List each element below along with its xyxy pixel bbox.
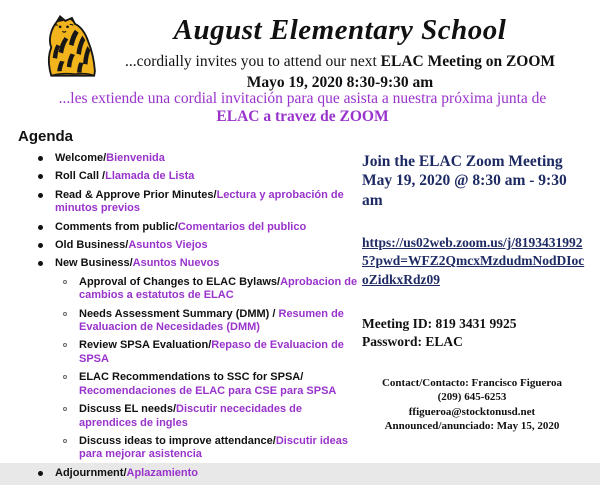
agenda-item-label: Discuss EL needs/Discutir nececidades de aprendices de ingles xyxy=(79,403,302,429)
invite-english-prefix: ...cordially invites you to attend our next xyxy=(124,53,381,70)
bullet-circle-icon xyxy=(63,439,67,443)
agenda-item-label: Roll Call /Llamada de Lista xyxy=(55,170,195,183)
bullet-disc-icon xyxy=(38,261,43,266)
join-meeting-heading: Join the ELAC Zoom Meeting May 19, 2020 @ 8:30 am - 9:30 am xyxy=(362,153,567,209)
bullet-disc-icon xyxy=(38,471,43,476)
contact-block xyxy=(352,376,592,433)
bullet-disc-icon xyxy=(38,174,43,179)
agenda-item xyxy=(18,152,360,165)
agenda-item xyxy=(18,257,360,270)
agenda-item-label: Adjournment/Aplazamiento xyxy=(55,466,199,479)
agenda-item xyxy=(18,467,360,480)
invite-line-spanish xyxy=(25,90,580,126)
bullet-circle-icon xyxy=(63,375,67,379)
agenda-item xyxy=(63,403,360,430)
agenda-item-label: Read & Approve Prior Minutes/Lectura y aprobación de minutos previos xyxy=(55,188,344,215)
agenda-item-label: Welcome/Bienvenida xyxy=(55,152,165,164)
agenda-item xyxy=(18,239,360,252)
agenda-item xyxy=(63,371,360,398)
invite-spanish-bold: ELAC a travez de ZOOM xyxy=(216,107,389,125)
bullet-disc-icon xyxy=(38,193,43,198)
agenda-item xyxy=(63,276,360,303)
agenda-item xyxy=(63,435,360,462)
bullet-disc-icon xyxy=(38,225,43,230)
agenda-item-label: Old Business/Asuntos Viejos xyxy=(55,239,208,252)
bullet-circle-icon xyxy=(63,312,67,316)
agenda-item-label: Comments from public/Comentarios del publico xyxy=(55,220,307,233)
invite-english-bold: ELAC Meeting on ZOOM xyxy=(380,53,556,70)
header xyxy=(90,14,590,92)
bullet-disc-icon xyxy=(38,243,43,248)
bullet-circle-icon xyxy=(63,280,67,284)
bullet-circle-icon xyxy=(63,407,67,411)
contact-phone: (209) 645-6253 xyxy=(437,391,507,404)
invite-spanish-text: ...les extiende una cordial invitación para que asista a nuestra próxima junta de xyxy=(58,90,547,107)
agenda-item-label: Needs Assessment Summary (DMM) / Resumen de Evaluacion de Necesidades (DMM) xyxy=(79,307,344,334)
meeting-date-line: Mayo 19, 2020 8:30-9:30 am xyxy=(246,74,434,91)
agenda-item xyxy=(63,308,360,335)
agenda-item-label: New Business/Asuntos Nuevos xyxy=(55,257,220,270)
agenda-item-label: Review SPSA Evaluation/Repaso de Evaluacion de SPSA xyxy=(79,339,344,365)
contact-name: Contact/Contacto: Francisco Figueroa xyxy=(381,377,563,389)
agenda-item-label: ELAC Recommendations to SSC for SPSA/ Recomendaciones de ELAC para CSE para SPSA xyxy=(79,371,337,397)
bullet-disc-icon xyxy=(38,156,43,161)
agenda-item xyxy=(18,221,360,234)
zoom-meeting-link[interactable]: https://us02web.zoom.us/j/81934319925?pwd=WFZ2QmcxMzdudmNodDIocoZidkxRdz09 xyxy=(362,235,585,287)
agenda-item xyxy=(18,170,360,183)
agenda-section xyxy=(18,128,360,485)
page-title: August Elementary School xyxy=(173,14,507,46)
announced-date: Announced/anunciado: May 15, 2020 xyxy=(384,419,560,432)
agenda-item xyxy=(18,189,360,216)
agenda-item xyxy=(63,339,360,366)
meeting-password-text: Password: ELAC xyxy=(362,334,463,349)
contact-email: ffigueroa@stocktonusd.net xyxy=(408,405,536,418)
agenda-item-label: Discuss ideas to improve attendance/Discutir ideas para mejorar asistencia xyxy=(79,434,348,461)
invite-line-english xyxy=(90,53,590,71)
meeting-id-text: Meeting ID: 819 3431 9925 xyxy=(362,315,517,331)
agenda-item-label: Approval of Changes to ELAC Bylaws/Aprobacion de cambios a estatutos de ELAC xyxy=(79,275,358,302)
bullet-circle-icon xyxy=(63,343,67,347)
agenda-heading: Agenda xyxy=(18,128,74,145)
zoom-meeting-info xyxy=(362,152,590,351)
agenda-list xyxy=(18,152,360,480)
